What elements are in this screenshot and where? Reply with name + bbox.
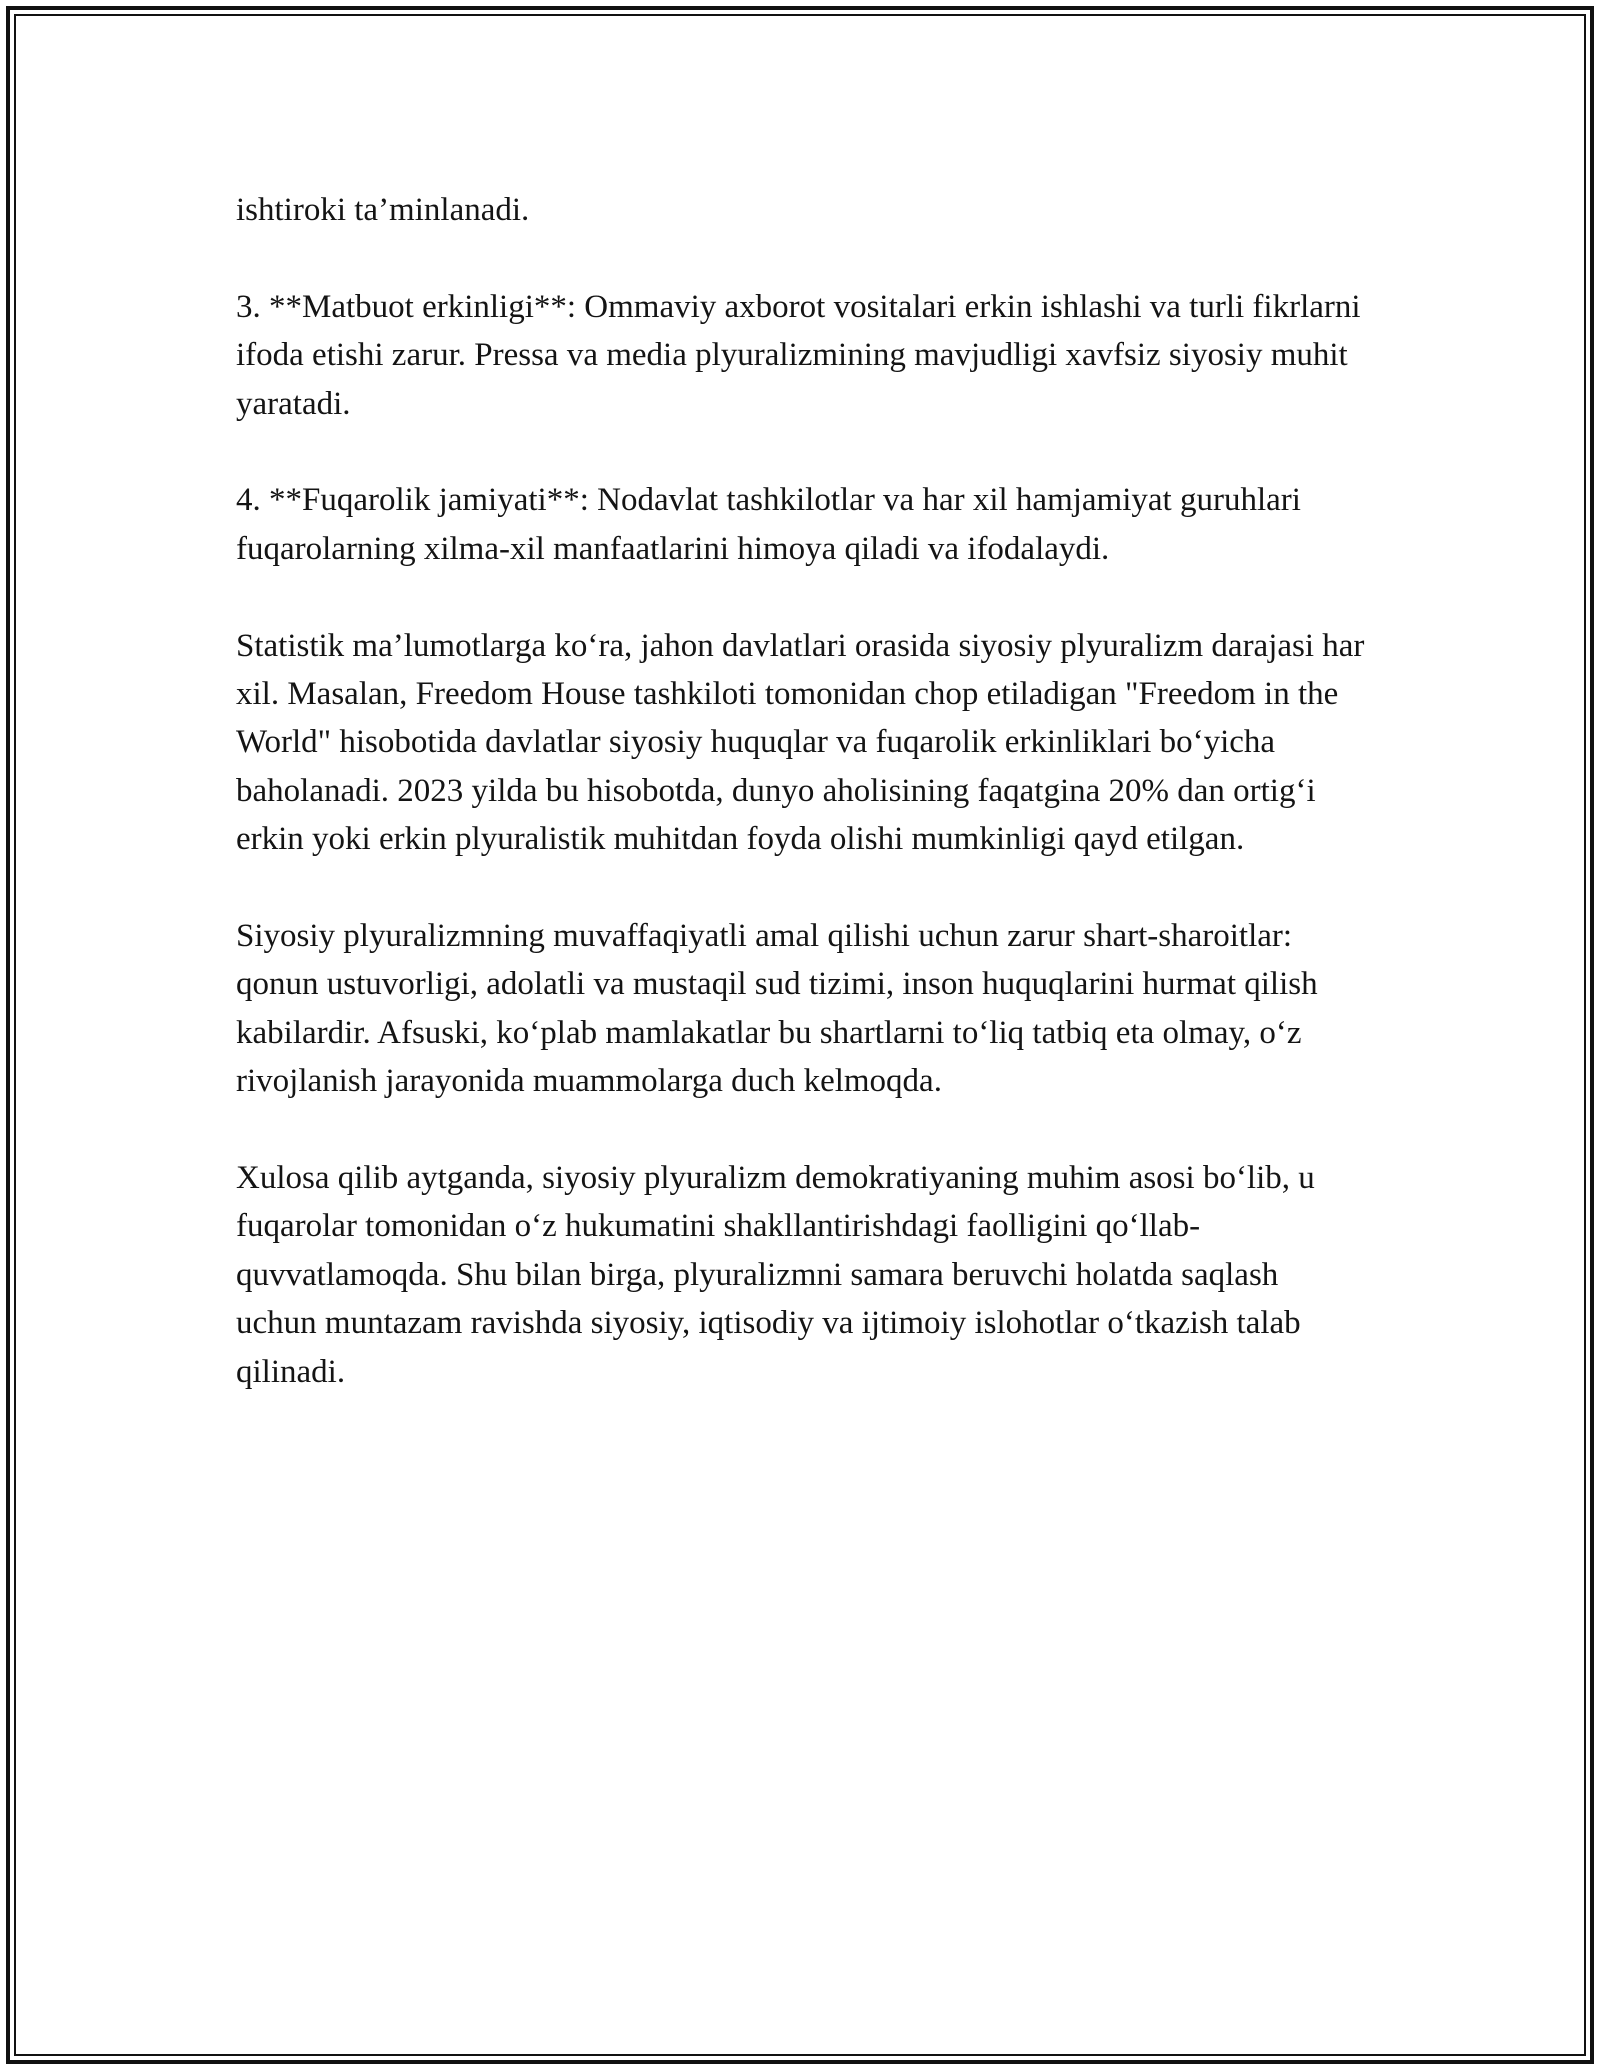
paragraph-statistics: Statistik ma’lumotlarga ko‘ra, jahon davlatlari orasida siyosiy plyuralizm darajasi har xil. Masalan, Freedom House tashkiloti tomonidan chop etiladigan "Freedom in the World" hisobotida davlatlar siyosiy huquqlar va fuqarolik erkinliklari bo‘yicha baholanadi. 2023 yilda bu hisobotda, dunyo aholisining faqatgina 20% dan ortig‘i erkin yoki erkin plyuralistik muhitdan foyda olishi mumkinligi qayd etilgan. [236,627,1365,858]
paragraph-conclusion: Xulosa qilib aytganda, siyosiy plyuralizm demokratiyaning muhim asosi bo‘lib, u fuqarolar tomonidan o‘z hukumatini shakllantirishdagi faolligini qo‘llab-quvvatlamoqda. Shu bilan birga, plyuralizmni samara beruvchi holatda saqlash uchun muntazam ravishda siyosiy, iqtisodiy va ijtimoiy islohotlar o‘tkazish talab qilinadi. [236,1160,1315,1390]
paragraph-civil-society: 4. **Fuqarolik jamiyati**: Nodavlat tashkilotlar va har xil hamjamiyat guruhlari fuqarolarning xilma-xil manfaatlarini himoya qiladi va ifodalaydi. [236,482,1301,567]
paragraph-press-freedom: 3. **Matbuot erkinligi**: Ommaviy axborot vositalari erkin ishlashi va turli fikrlarni ifoda etishi zarur. Pressa va media plyuralizmining mavjudligi xavfsiz siyosiy muhit yaratadi. [236,288,1361,422]
paragraph-continuation: ishtiroki ta’minlanadi. [236,192,530,228]
paragraph-conditions: Siyosiy plyuralizmning muvaffaqiyatli amal qilishi uchun zarur shart-sharoitlar: qonun ustuvorligi, adolatli va mustaqil sud tizimi, inson huquqlarini hurmat qilish kabilardir. Afsuski, ko‘plab mamlakatlar bu shartlarni to‘liq tatbiq eta olmay, o‘z rivojlanish jarayonida muammolarga duch kelmoqda. [236,918,1318,1100]
document-body [236,186,1366,1444]
